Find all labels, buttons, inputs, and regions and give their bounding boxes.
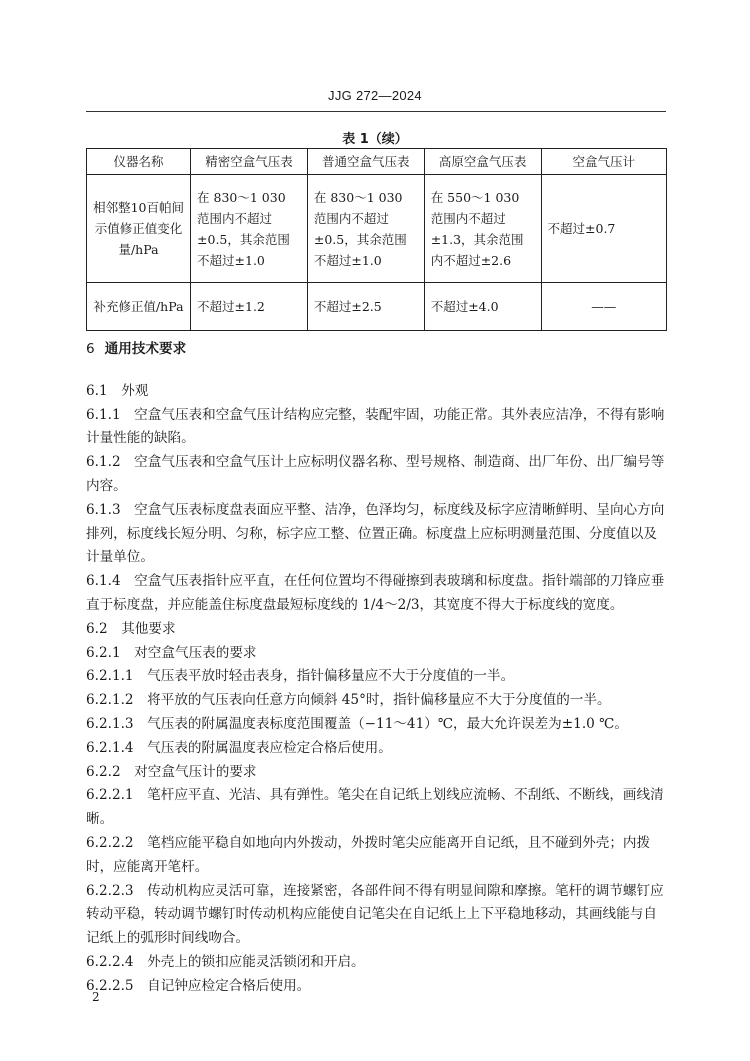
column-header: 普通空盒气压表 — [307, 149, 424, 175]
table-caption: 表 1（续） — [342, 132, 408, 147]
paragraph: 6.1.1 空盒气压表和空盒气压计结构应完整，装配牢固，功能正常。其外表应洁净，不得有影响计量性能的缺陷。 — [86, 406, 665, 447]
paragraph: 6.1.2 空盒气压表和空盒气压计上应标明仪器名称、型号规格、制造商、出厂年份、出厂编号等内容。 — [86, 454, 665, 494]
table-cell: 在 830～1 030 范围内不超过±0.5，其余范围不超过±1.0 — [307, 175, 424, 283]
table-row — [87, 175, 667, 283]
table-cell: 不超过±2.5 — [307, 283, 424, 331]
paragraph: 6.2.2.1 笔杆应平直、光洁、具有弹性。笔尖在自记纸上划线应流畅、不刮纸、不断线，画线清晰。 — [86, 787, 664, 828]
row-label: 相邻整10百帕间示值修正值变化量/hPa — [87, 175, 191, 283]
paragraph: 6.1.3 空盒气压表标度盘表面应平整、洁净，色泽均匀，标度线及标字应清晰鲜明、呈向心方向排列，标度线长短分明、匀称，标字应工整、位置正确。标度盘上应标明测量范围、分度值以及计量单位。 — [86, 501, 665, 566]
page-number: 2 — [92, 990, 100, 1004]
column-header: 仪器名称 — [87, 149, 191, 175]
section-body — [86, 338, 666, 999]
table-row — [87, 283, 667, 331]
paragraph: 6.2.1.2 将平放的气压表向任意方向倾斜 45°时，指针偏移量应不大于分度值的一半。 — [86, 692, 611, 709]
paragraph: 6.2.2.2 笔档应能平稳自如地向内外拨动，外拨时笔尖应能离开自记纸，且不碰到外壳；内拨时，应能离开笔杆。 — [86, 834, 651, 875]
table-cell: —— — [541, 283, 666, 331]
table-header-row — [87, 149, 667, 175]
paragraph: 6.1.4 空盒气压表指针应平直，在任何位置均不得碰擦到表玻璃和标度盘。指针端部的刀锋应垂直于标度盘，并应能盖住标度盘最短标度线的 1/4～2/3，其宽度不得大于标度线的宽度。 — [86, 573, 665, 613]
table-cell: 在 830～1 030 范围内不超过±0.5，其余范围不超过±1.0 — [191, 175, 308, 283]
row-label: 补充修正值/hPa — [87, 283, 191, 331]
paragraph: 6.2.1.3 气压表的附属温度表标度范围覆盖（−11～41）℃，最大允许误差为±1.0 ℃。 — [86, 715, 628, 732]
section-title: 通用技术要求 — [104, 341, 187, 357]
table-cell: 在 550～1 030 范围内不超过±1.3，其余范围内不超过±2.6 — [424, 175, 541, 283]
standard-code: JJG 272—2024 — [328, 88, 422, 103]
paragraph: 6.1 外观 — [86, 382, 149, 399]
table-cell: 不超过±1.2 — [191, 283, 308, 331]
header-divider — [86, 111, 666, 112]
paragraph: 6.2.2 对空盒气压计的要求 — [86, 763, 257, 780]
section-number: 6 — [86, 341, 95, 357]
paragraph: 6.2 其他要求 — [86, 620, 176, 637]
paragraph: 6.2.2.3 传动机构应灵活可靠，连接紧密，各部件间不得有明显间隙和摩擦。笔杆的调节螺钉应转动平稳，转动调节螺钉时传动机构应能使自记笔尖在自记纸上上下平稳地移动，其画线能与自记纸上的弧形时间线吻合。 — [86, 882, 664, 947]
spec-table — [86, 148, 667, 331]
paragraph: 6.2.1.1 气压表平放时轻击表身，指针偏移量应不大于分度值的一半。 — [86, 668, 515, 685]
paragraph: 6.2.2.4 外壳上的锁扣应能灵活锁闭和开启。 — [86, 953, 365, 970]
paragraph: 6.2.2.5 自记钟应检定合格后使用。 — [86, 977, 311, 994]
column-header: 精密空盒气压表 — [191, 149, 308, 175]
table-cell: 不超过±4.0 — [424, 283, 541, 331]
section-heading — [86, 338, 666, 362]
paragraph: 6.2.1 对空盒气压表的要求 — [86, 644, 257, 661]
column-header: 空盒气压计 — [541, 149, 666, 175]
table-cell: 不超过±0.7 — [541, 175, 666, 283]
paragraph: 6.2.1.4 气压表的附属温度表应检定合格后使用。 — [86, 739, 392, 756]
column-header: 高原空盒气压表 — [424, 149, 541, 175]
